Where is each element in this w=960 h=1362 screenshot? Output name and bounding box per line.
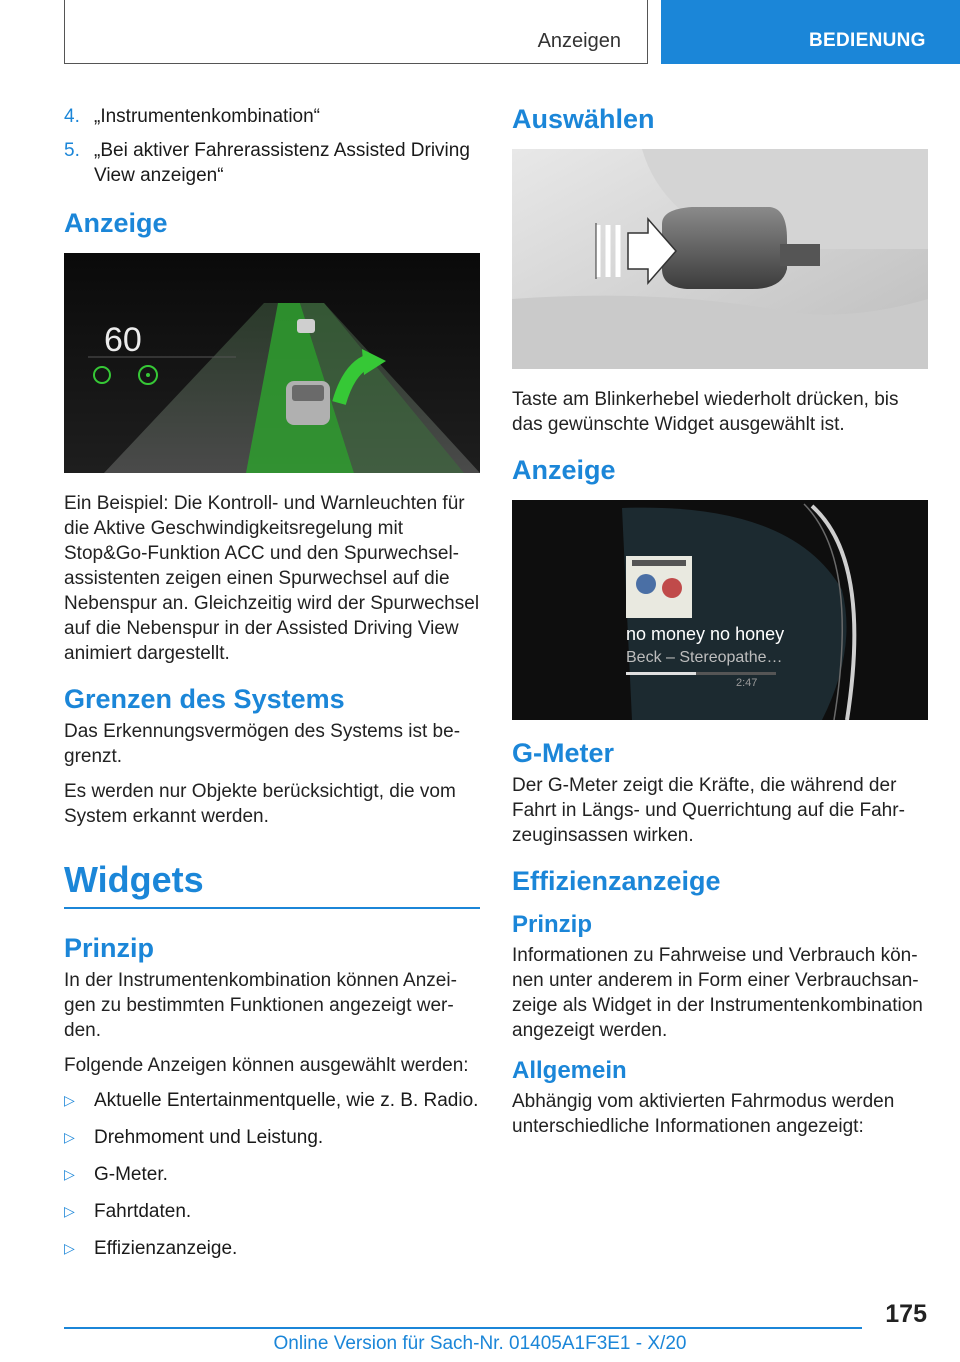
- grenzen-paragraph: Es werden nur Objekte berücksichtigt, die vom System erkannt werden.: [64, 781, 456, 827]
- anzeige-heading: Anzeige: [64, 208, 168, 238]
- grenzen-paragraph: Das Erkennungsvermögen des Systems ist begrenzt.: [64, 721, 461, 767]
- footer-divider: [64, 1327, 862, 1329]
- page-number: 175: [885, 1300, 927, 1328]
- gmeter-heading: G-Meter: [512, 738, 615, 768]
- prinzip-paragraph: Folgende Anzeigen können ausgewählt werden:: [64, 1055, 469, 1076]
- auswaehlen-heading: Auswählen: [512, 104, 655, 134]
- triangle-bullet-icon: ▷: [64, 1203, 75, 1219]
- track-time: 2:47: [736, 677, 758, 689]
- list-item: ▷ Effizienzanzeige.: [64, 1238, 238, 1259]
- online-version-note: Online Version für Sach-Nr. 01405A1F3E1 - X/20: [273, 1333, 687, 1354]
- turn-signal-lever-image: [512, 149, 928, 369]
- entertainment-widget-image: [512, 500, 928, 720]
- list-item: ▷ Drehmoment und Leistung.: [64, 1127, 324, 1148]
- list-item: ▷ Fahrtdaten.: [64, 1201, 192, 1222]
- speed-readout: 60: [104, 321, 142, 359]
- left-column: [64, 104, 480, 1273]
- numbered-steps: [64, 104, 480, 188]
- anzeige-text: Ein Beispiel: Die Kontroll- und Warnleuchten für die Aktive Geschwindigkeitsregelung mit Stop&Go-Funktion ACC und den Spurwechselassistenten zeigen einen Spurwechsel auf die Nebenspur an. Gleichzeitig wird der Spurwechsel auf die Nebenspur in der Assisted Driving View animiert dargestellt.: [64, 493, 480, 664]
- prinzip-paragraph: In der Instrumentenkombination können Anzeigen zu bestimmten Funktionen angezeigt werden.: [64, 970, 457, 1041]
- triangle-bullet-icon: ▷: [64, 1166, 75, 1182]
- song-title: no money no honey: [626, 624, 785, 644]
- allgemein-subheading: Allgemein: [512, 1057, 627, 1084]
- list-item: ▷ G-Meter.: [64, 1164, 168, 1185]
- triangle-bullet-icon: ▷: [64, 1129, 75, 1145]
- prinzip-text: Informationen zu Fahrweise und Verbrauch können unter anderem in Form einer Verbrauchsanzeige als Widget in der Instrumentenkombination angezeigt werden.: [512, 945, 923, 1041]
- triangle-bullet-icon: ▷: [64, 1092, 75, 1108]
- step-item: [64, 104, 480, 129]
- gmeter-text: Der G-Meter zeigt die Kräfte, die während der Fahrt in Längs- und Querrichtung auf die Fahrzeuginsassen wirken.: [512, 775, 905, 846]
- triangle-bullet-icon: ▷: [64, 1240, 75, 1256]
- right-column: [512, 104, 928, 1149]
- grenzen-heading: Grenzen des Systems: [64, 684, 345, 714]
- header-chapter-tab: [661, 0, 960, 64]
- allgemein-text: Abhängig vom aktivierten Fahrmodus werden unterschiedliche Informationen angezeigt:: [512, 1091, 895, 1137]
- step-number: 5.: [64, 140, 80, 161]
- step-number: 4.: [64, 106, 80, 127]
- assisted-driving-view-image: [64, 253, 480, 473]
- header-section-title: Anzeigen: [537, 30, 621, 52]
- list-item: ▷ Aktuelle Entertainmentquelle, wie z. B. Radio.: [64, 1090, 479, 1111]
- prinzip-heading: Prinzip: [64, 933, 155, 963]
- step-item: [64, 138, 480, 188]
- step-text: „Instrumentenkombination“: [94, 106, 320, 127]
- effizienz-heading: Effizienzanzeige: [512, 866, 721, 896]
- widgets-heading: Widgets: [64, 859, 480, 909]
- anzeige-heading-right: Anzeige: [512, 455, 616, 485]
- prinzip-subheading: Prinzip: [512, 911, 593, 938]
- header-section-box: [64, 0, 648, 64]
- header-chapter-title: BEDIENUNG: [809, 30, 926, 51]
- step-text: „Bei aktiver Fahrerassistenz Assisted Driving View anzeigen“: [94, 140, 470, 186]
- widget-list: [64, 1088, 480, 1261]
- artist-album: Beck – Stereopathe…: [626, 649, 783, 666]
- auswaehlen-text: Taste am Blinkerhebel wiederholt drücken, bis das gewünschte Widget ausgewählt ist.: [512, 389, 899, 435]
